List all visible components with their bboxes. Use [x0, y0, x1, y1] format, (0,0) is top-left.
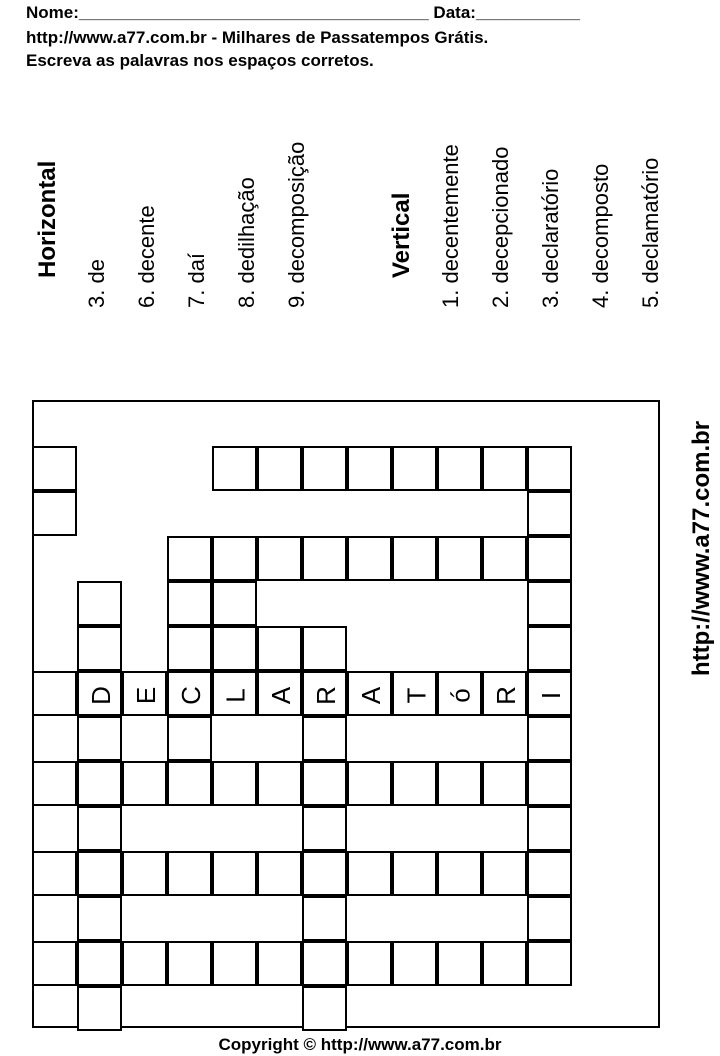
crossword-cell[interactable]	[77, 896, 122, 941]
site-line[interactable]: http://www.a77.com.br - Milhares de Passatempos Grátis.	[26, 28, 489, 47]
vertical-clue: 1. decentemente	[438, 144, 463, 308]
crossword-cell[interactable]	[437, 851, 482, 896]
crossword-cell[interactable]	[347, 941, 392, 986]
given-letter: R	[311, 686, 341, 705]
crossword-cell[interactable]	[212, 671, 257, 716]
side-url[interactable]: http://www.a77.com.br	[688, 420, 715, 676]
vertical-heading: Vertical	[388, 192, 415, 278]
crossword-cell[interactable]	[527, 536, 572, 581]
crossword-cell[interactable]	[392, 671, 437, 716]
vertical-clue: 4. decomposto	[588, 163, 613, 308]
crossword-cell[interactable]	[437, 446, 482, 491]
crossword-cell[interactable]	[482, 446, 527, 491]
crossword-cell[interactable]	[122, 851, 167, 896]
crossword-cell[interactable]	[482, 671, 527, 716]
crossword-cell[interactable]	[302, 446, 347, 491]
crossword-cell[interactable]	[347, 671, 392, 716]
crossword-cell[interactable]	[122, 671, 167, 716]
given-letter: A	[266, 686, 296, 705]
horizontal-clue: 3. de	[84, 259, 109, 308]
crossword-cell[interactable]	[437, 941, 482, 986]
crossword-cell[interactable]	[77, 941, 122, 986]
crossword-cell[interactable]	[212, 626, 257, 671]
crossword-cell[interactable]	[212, 446, 257, 491]
given-letter: C	[176, 686, 206, 705]
crossword-cell[interactable]	[527, 941, 572, 986]
crossword-cell[interactable]	[482, 941, 527, 986]
crossword-cell[interactable]	[167, 581, 212, 626]
given-letter: E	[131, 686, 161, 705]
name-date-line: Nome:_____________________________________ Data:___________	[26, 3, 580, 22]
crossword-cell[interactable]	[302, 806, 347, 851]
crossword-cell[interactable]	[167, 671, 212, 716]
crossword-cell[interactable]	[77, 986, 122, 1031]
crossword-cell[interactable]	[257, 446, 302, 491]
crossword-cell[interactable]	[482, 761, 527, 806]
crossword-cell[interactable]	[302, 716, 347, 761]
crossword-cell[interactable]	[212, 581, 257, 626]
crossword-cell[interactable]	[527, 761, 572, 806]
horizontal-clue: 6. decente	[134, 205, 159, 308]
crossword-cell[interactable]	[32, 941, 77, 986]
crossword-cell[interactable]	[347, 851, 392, 896]
crossword-cell[interactable]	[32, 761, 77, 806]
crossword-cell[interactable]	[257, 536, 302, 581]
crossword-cell[interactable]	[527, 626, 572, 671]
crossword-cell[interactable]	[302, 986, 347, 1031]
crossword-cell[interactable]	[32, 446, 77, 491]
given-letter: A	[356, 686, 386, 705]
crossword-cell[interactable]	[257, 851, 302, 896]
crossword-cell[interactable]	[167, 716, 212, 761]
crossword-cell[interactable]	[302, 671, 347, 716]
crossword-cell[interactable]	[167, 761, 212, 806]
crossword-cell[interactable]	[257, 761, 302, 806]
given-letter: L	[221, 688, 251, 703]
crossword-cell[interactable]	[77, 806, 122, 851]
given-letter: I	[535, 691, 566, 700]
crossword-cell[interactable]	[392, 536, 437, 581]
vertical-clue: 5. declamatório	[638, 157, 663, 308]
crossword-cell[interactable]	[347, 446, 392, 491]
given-letter: R	[491, 686, 521, 705]
instruction-line: Escreva as palavras nos espaços corretos.	[26, 51, 374, 70]
crossword-cell[interactable]	[482, 851, 527, 896]
crossword-cell[interactable]	[302, 626, 347, 671]
crossword-cell[interactable]	[212, 851, 257, 896]
crossword-cell[interactable]	[302, 896, 347, 941]
crossword-cell[interactable]	[77, 716, 122, 761]
crossword-cell[interactable]	[167, 536, 212, 581]
crossword-cell[interactable]	[527, 446, 572, 491]
given-letter: T	[400, 687, 431, 704]
crossword-cell[interactable]	[302, 851, 347, 896]
crossword-cell[interactable]	[77, 626, 122, 671]
horizontal-clue: 8. dedilhação	[234, 177, 259, 308]
crossword-cell[interactable]	[302, 761, 347, 806]
crossword-cell[interactable]	[32, 671, 77, 716]
crossword-cell[interactable]	[527, 491, 572, 536]
crossword-cell[interactable]	[167, 851, 212, 896]
crossword-cell[interactable]	[392, 851, 437, 896]
horizontal-heading: Horizontal	[34, 160, 61, 278]
crossword-cell[interactable]	[392, 761, 437, 806]
crossword-cell[interactable]	[392, 446, 437, 491]
vertical-clue: 3. declaratório	[538, 168, 563, 308]
crossword-cell[interactable]	[122, 761, 167, 806]
crossword-cell[interactable]	[32, 491, 77, 536]
crossword-cell[interactable]	[437, 671, 482, 716]
crossword-cell[interactable]	[77, 671, 122, 716]
crossword-cell[interactable]	[257, 671, 302, 716]
crossword-cell[interactable]	[347, 761, 392, 806]
crossword-cell[interactable]	[527, 716, 572, 761]
crossword-cell[interactable]	[527, 806, 572, 851]
crossword-cell[interactable]	[212, 536, 257, 581]
crossword-cell[interactable]	[32, 851, 77, 896]
crossword-cell[interactable]	[437, 536, 482, 581]
copyright-footer: Copyright © http://www.a77.com.br	[218, 1035, 502, 1054]
crossword-cell[interactable]	[167, 941, 212, 986]
crossword-cell[interactable]	[77, 761, 122, 806]
crossword-cell[interactable]	[527, 671, 572, 716]
crossword-cell[interactable]	[302, 536, 347, 581]
crossword-cell[interactable]	[437, 761, 482, 806]
crossword-cell[interactable]	[257, 626, 302, 671]
crossword-cell[interactable]	[347, 536, 392, 581]
crossword-cell[interactable]	[527, 851, 572, 896]
crossword-cell[interactable]	[302, 941, 347, 986]
vertical-clue: 2. decepcionado	[488, 146, 513, 308]
crossword-cell[interactable]	[212, 761, 257, 806]
horizontal-clue: 7. daí	[184, 252, 209, 308]
crossword-cell[interactable]	[77, 581, 122, 626]
crossword-cell[interactable]	[527, 896, 572, 941]
given-letter: ó	[446, 688, 476, 703]
crossword-cell[interactable]	[122, 941, 167, 986]
given-letter: D	[86, 686, 116, 705]
crossword-cell[interactable]	[257, 941, 302, 986]
crossword-cell[interactable]	[212, 941, 257, 986]
crossword-cell[interactable]	[77, 851, 122, 896]
horizontal-clue: 9. decomposição	[284, 141, 309, 308]
crossword-cell[interactable]	[527, 581, 572, 626]
crossword-cell[interactable]	[392, 941, 437, 986]
crossword-cell[interactable]	[167, 626, 212, 671]
crossword-cell[interactable]	[482, 536, 527, 581]
